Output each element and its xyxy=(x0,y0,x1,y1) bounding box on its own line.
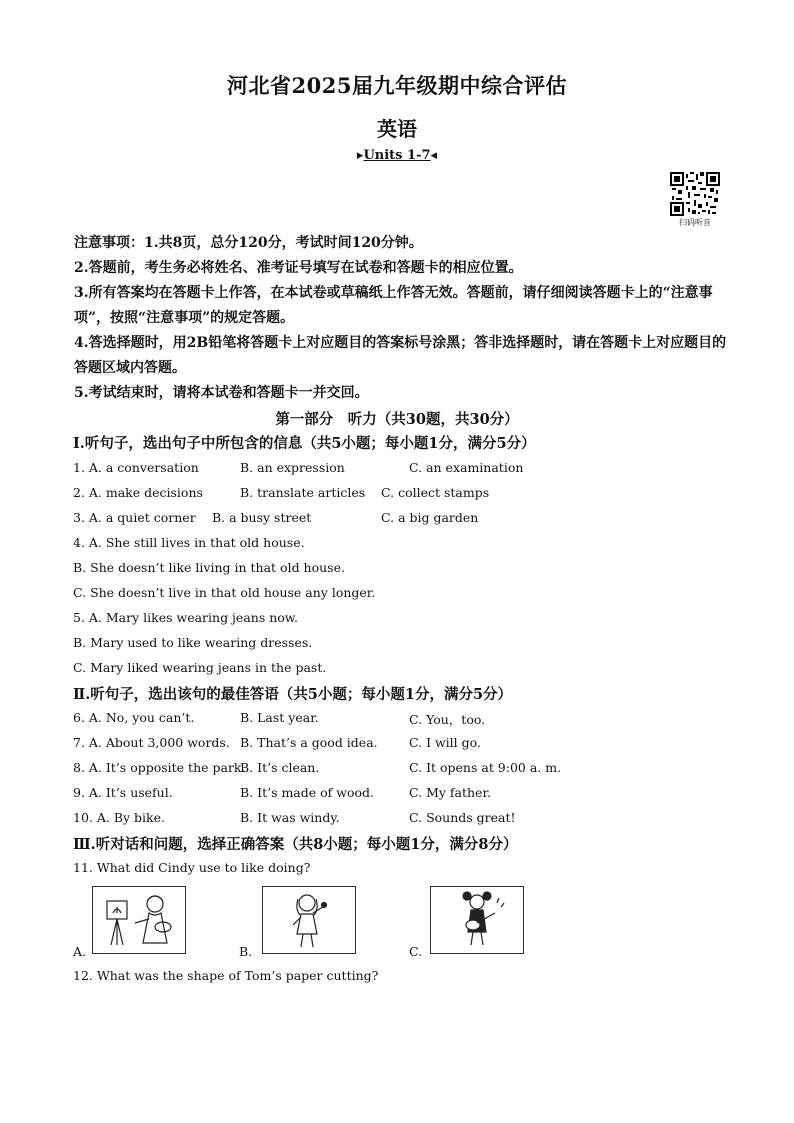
q1-option-a: 1. A. a conversation xyxy=(73,460,199,475)
q5-option-b: B. Mary used to like wearing dresses. xyxy=(73,635,313,650)
notice-line-3: 3.所有答案均在答题卡上作答，在本试卷或草稿纸上作答无效。答题前，请仔细阅读答题卡上的“注意事项”，按照“注意事项”的规定答题。 xyxy=(74,285,713,326)
notice-line-5: 5.考试结束时，请将本试卷和答题卡一并交回。 xyxy=(74,385,369,401)
singing-icon xyxy=(263,887,355,953)
section-2-heading: Ⅱ.听句子，选出该句的最佳答语（共5小题；每小题1分，满分5分） xyxy=(73,686,513,703)
guitar-picture xyxy=(430,886,524,954)
qr-code[interactable] xyxy=(670,172,720,228)
q4-option-a: 4. A. She still lives in that old house. xyxy=(73,535,305,550)
q8-option-c: C. It opens at 9:00 a. m. xyxy=(409,760,562,775)
triangle-left-icon: ◂ xyxy=(430,148,438,163)
q7-option-c: C. I will go. xyxy=(409,735,481,750)
triangle-right-icon: ▸ xyxy=(356,148,364,163)
q2-option-b: B. translate articles xyxy=(240,485,366,500)
q2-option-c: C. collect stamps xyxy=(381,485,490,500)
qr-code-icon xyxy=(670,172,720,216)
qr-caption: 扫码听音 xyxy=(679,218,711,227)
part-1-heading: 第一部分 听力（共30题，共30分） xyxy=(275,411,519,428)
q10-option-c: C. Sounds great! xyxy=(409,810,516,825)
q9-option-b: B. It’s made of wood. xyxy=(240,785,374,800)
q11-label-c: C. xyxy=(409,944,423,959)
notice-line-2: 2.答题前，考生务必将姓名、准考证号填写在试卷和答题卡的相应位置。 xyxy=(74,260,523,276)
q6-option-b: B. Last year. xyxy=(240,710,319,725)
q1-option-c: C. an examination xyxy=(409,460,524,475)
q4-option-c: C. She doesn’t live in that old house any longer. xyxy=(73,585,376,600)
notice-line-4: 4.答选择题时，用2B铅笔将答题卡上对应题目的答案标号涂黑；答非选择题时，请在答题卡上对应题目的答题区域内答题。 xyxy=(74,335,727,376)
q12-question: 12. What was the shape of Tom’s paper cutting? xyxy=(73,968,379,983)
q10-option-b: B. It was windy. xyxy=(240,810,340,825)
q7-option-b: B. That’s a good idea. xyxy=(240,735,378,750)
q3-option-c: C. a big garden xyxy=(381,510,479,525)
q5-option-a: 5. A. Mary likes wearing jeans now. xyxy=(73,610,298,625)
exam-subject: 英语 xyxy=(377,117,417,141)
q9-option-a: 9. A. It’s useful. xyxy=(73,785,173,800)
q11-question: 11. What did Cindy use to like doing? xyxy=(73,860,311,875)
notice-line-1: 注意事项：1.共8页，总分120分，考试时间120分钟。 xyxy=(74,235,423,251)
q4-option-b: B. She doesn’t like living in that old house. xyxy=(73,560,345,575)
q6-option-c: C. You，too. xyxy=(409,712,486,727)
q7-option-a: 7. A. About 3,000 words. xyxy=(73,735,230,750)
section-3-heading: Ⅲ.听对话和问题，选择正确答案（共8小题；每小题1分，满分8分） xyxy=(73,836,518,853)
painting-picture xyxy=(92,886,186,954)
q6-option-a: 6. A. No, you can’t. xyxy=(73,710,195,725)
units-range xyxy=(0,148,794,163)
painting-icon xyxy=(93,887,185,953)
q5-option-c: C. Mary liked wearing jeans in the past. xyxy=(73,660,327,675)
exam-title: 河北省2025届九年级期中综合评估 xyxy=(227,73,567,98)
guitar-icon xyxy=(431,887,523,953)
units-label: Units 1-7 xyxy=(363,148,431,163)
section-1-heading: Ⅰ.听句子，选出句子中所包含的信息（共5小题；每小题1分，满分5分） xyxy=(73,435,536,452)
q9-option-c: C. My father. xyxy=(409,785,492,800)
q10-option-a: 10. A. By bike. xyxy=(73,810,165,825)
q11-label-b: B. xyxy=(239,944,253,959)
q1-option-b: B. an expression xyxy=(240,460,345,475)
q11-label-a: A. xyxy=(73,944,87,959)
q3-option-a: 3. A. a quiet corner xyxy=(73,510,196,525)
q2-option-a: 2. A. make decisions xyxy=(73,485,203,500)
q8-option-b: B. It’s clean. xyxy=(240,760,320,775)
q3-option-b: B. a busy street xyxy=(212,510,312,525)
singing-picture xyxy=(262,886,356,954)
q8-option-a: 8. A. It’s opposite the park. xyxy=(73,760,246,775)
